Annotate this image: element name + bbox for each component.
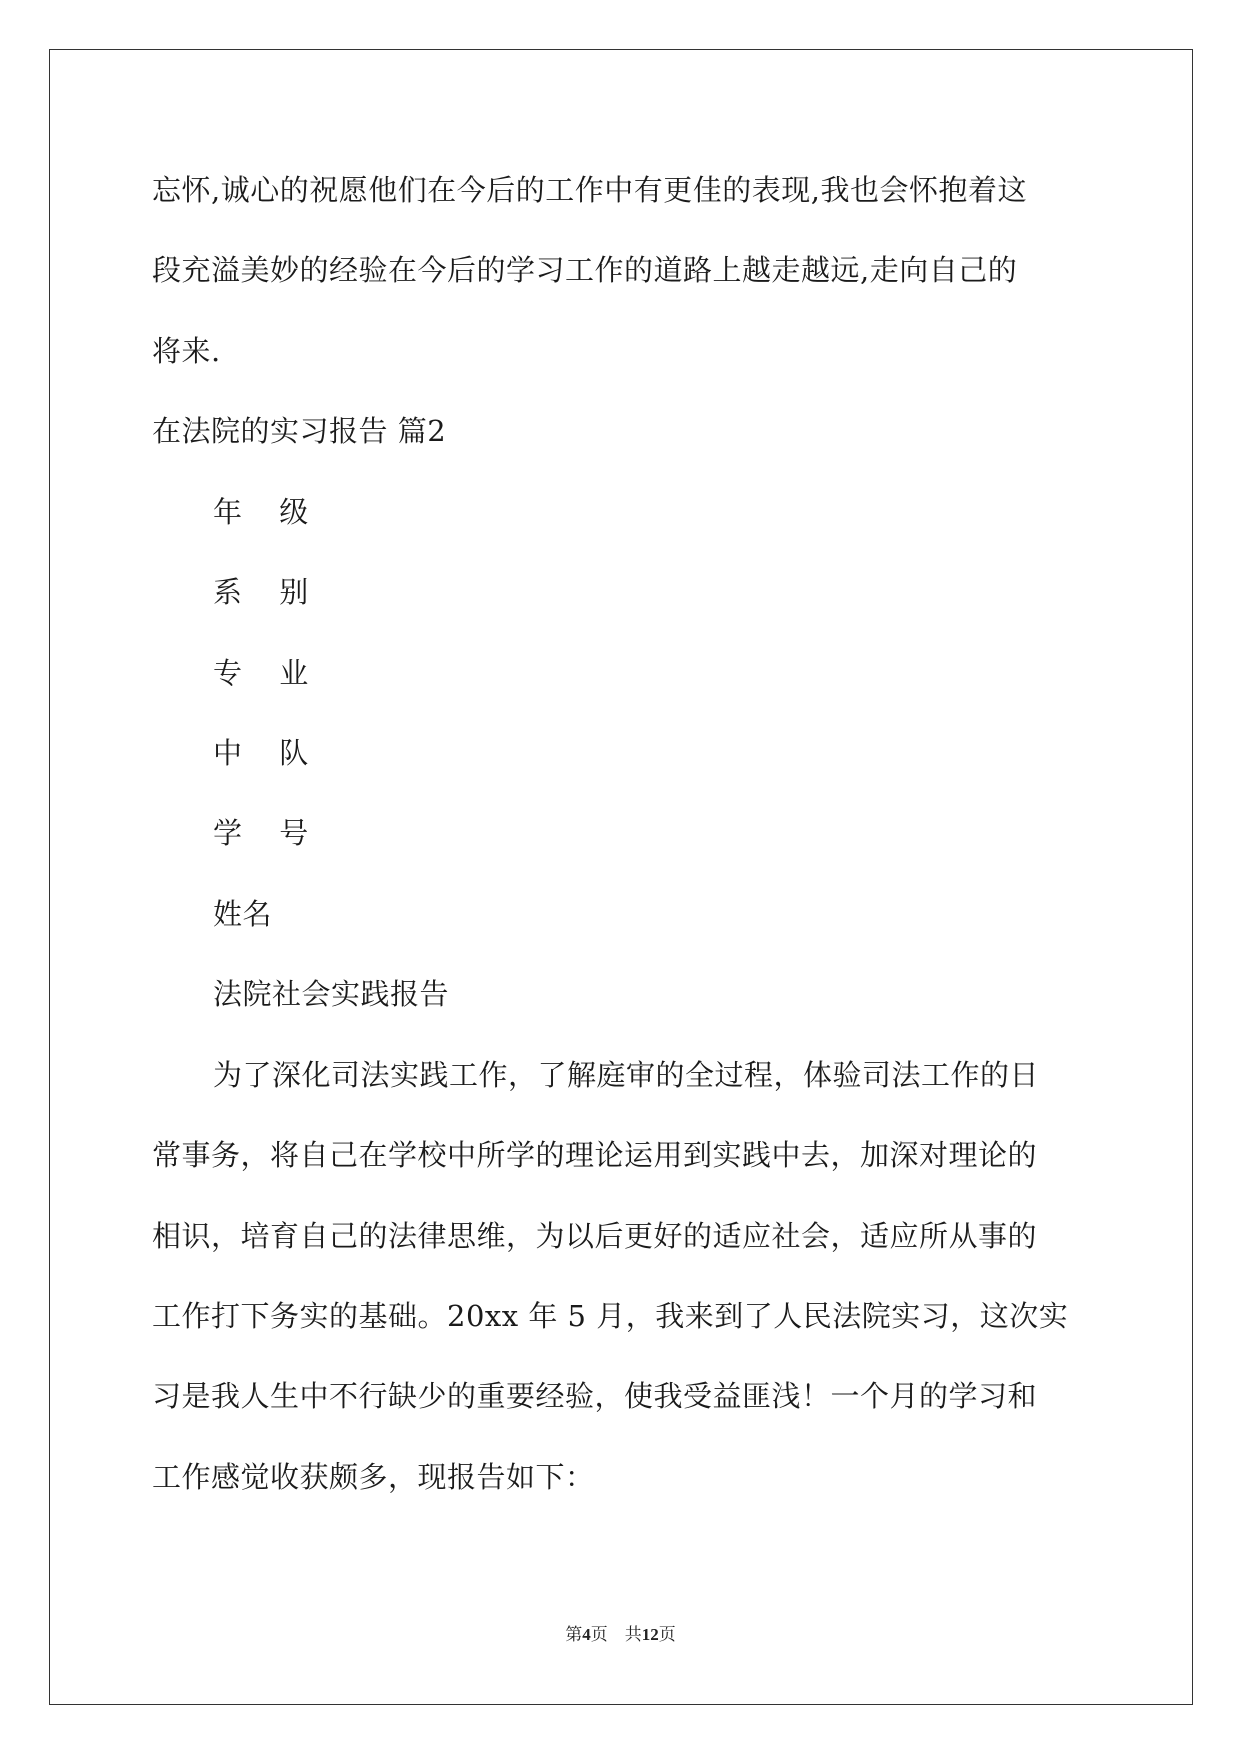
- body-line-3: 相识，培育自己的法律思维，为以后更好的适应社会，适应所从事的: [152, 1219, 1038, 1253]
- body-line-1: 为了深化司法实践工作，了解庭审的全过程，体验司法工作的日: [213, 1058, 1040, 1092]
- field-grade-label: 年 级: [213, 495, 323, 529]
- field-squad-label: 中 队: [213, 736, 323, 770]
- paragraph-line-1: 忘怀,诚心的祝愿他们在今后的工作中有更佳的表现,我也会怀抱着这: [152, 173, 1027, 207]
- total-pages-number: 12: [641, 1625, 659, 1644]
- page-footer: [0, 1620, 1241, 1645]
- field-student-id-label: 学 号: [213, 816, 323, 850]
- field-major-label: 专 业: [213, 656, 323, 690]
- page-mid-text: 页 共: [590, 1625, 642, 1644]
- field-department-label: 系 别: [213, 575, 323, 609]
- paragraph-line-2: 段充溢美妙的经验在今后的学习工作的道路上越走越远,走向自己的: [152, 253, 1018, 287]
- paragraph-line-3: 将来.: [152, 334, 221, 368]
- current-page-number: 4: [582, 1625, 591, 1644]
- section-heading: 在法院的实习报告 篇2: [152, 414, 447, 448]
- body-line-4: 工作打下务实的基础。20xx 年 5 月，我来到了人民法院实习，这次实: [152, 1299, 1069, 1333]
- body-line-6: 工作感觉收获颇多，现报告如下：: [152, 1460, 595, 1494]
- report-title: 法院社会实践报告: [213, 977, 450, 1011]
- page-prefix: 第: [565, 1625, 583, 1644]
- field-name-label: 姓名: [213, 897, 273, 931]
- page-suffix: 页: [658, 1625, 676, 1644]
- body-line-5: 习是我人生中不行缺少的重要经验，使我受益匪浅！一个月的学习和: [152, 1379, 1038, 1413]
- body-line-2: 常事务，将自己在学校中所学的理论运用到实践中去，加深对理论的: [152, 1138, 1038, 1172]
- page-border: [49, 49, 1193, 1705]
